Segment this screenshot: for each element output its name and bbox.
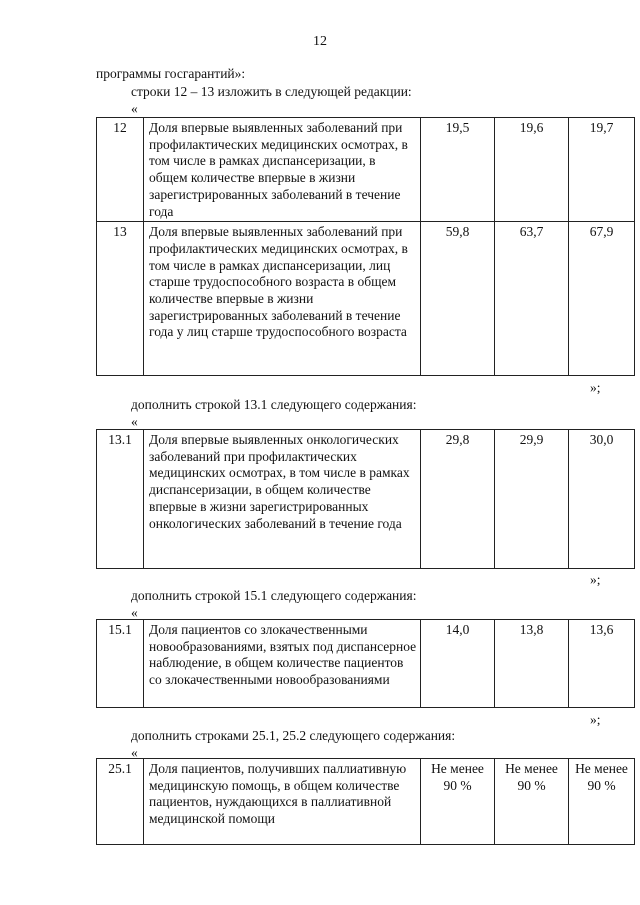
row-value-2: 19,6 (495, 118, 569, 222)
open-quote-1: « (131, 101, 138, 116)
table-row-13-1 (96, 429, 635, 569)
row-value-1: 14,0 (421, 620, 495, 708)
row-value-3: 67,9 (569, 222, 635, 376)
row-description: Доля впервые выявленных заболеваний при профилактических медицинских осмотрах, в том числе в рамках диспансеризации, лиц старше трудоспособного возраста в общем количестве впервые в жизни зарегистрированных заболеваний в течение года у лиц старше трудоспособного возраста (144, 222, 421, 376)
section-heading-15-1: дополнить строкой 15.1 следующего содержания: (131, 588, 417, 603)
row-number: 12 (97, 118, 144, 222)
row-value-2: 29,9 (495, 430, 569, 569)
row-value-3: 30,0 (569, 430, 635, 569)
table-row-25-1 (96, 758, 635, 845)
row-value-2: 13,8 (495, 620, 569, 708)
intro-line-2: строки 12 – 13 изложить в следующей редакции: (131, 84, 412, 99)
close-quote-1: »; (590, 380, 601, 395)
table-row (97, 118, 635, 222)
row-number: 13.1 (97, 430, 144, 569)
section-heading-25: дополнить строками 25.1, 25.2 следующего содержания: (131, 728, 456, 743)
row-number: 13 (97, 222, 144, 376)
table-row (97, 222, 635, 376)
row-value-1: 19,5 (421, 118, 495, 222)
table-row (97, 759, 635, 845)
open-quote-4: « (131, 745, 138, 760)
table-row (97, 620, 635, 708)
row-description: Доля впервые выявленных онкологических заболеваний при профилактических медицинских осмотрах, в том числе в рамках диспансеризации, в общем количестве впервые в жизни зарегистрированных онкологических заболеваний в течение года (144, 430, 421, 569)
page-number: 12 (313, 34, 327, 49)
row-value-1: Не менее 90 % (421, 759, 495, 845)
open-quote-2: « (131, 414, 138, 429)
row-value-3: 13,6 (569, 620, 635, 708)
row-value-3: Не менее 90 % (569, 759, 635, 845)
row-description: Доля пациентов со злокачественными новообразованиями, взятых под диспансерное наблюдение, в общем количестве пациентов со злокачественными новообразованиями (144, 620, 421, 708)
row-number: 15.1 (97, 620, 144, 708)
close-quote-2: »; (590, 572, 601, 587)
table-row (97, 430, 635, 569)
section-heading-13-1: дополнить строкой 13.1 следующего содержания: (131, 397, 417, 412)
row-number: 25.1 (97, 759, 144, 845)
table-row-15-1 (96, 619, 635, 708)
table-rows-12-13 (96, 117, 635, 376)
intro-line-1: программы госгарантий»: (96, 66, 246, 81)
row-value-3: 19,7 (569, 118, 635, 222)
row-value-1: 59,8 (421, 222, 495, 376)
row-value-1: 29,8 (421, 430, 495, 569)
row-description: Доля впервые выявленных заболеваний при профилактических медицинских осмотрах, в том числе в рамках диспансеризации, в общем количестве впервые в жизни зарегистрированных заболеваний в течение года (144, 118, 421, 222)
row-value-2: Не менее 90 % (495, 759, 569, 845)
open-quote-3: « (131, 605, 138, 620)
row-description: Доля пациентов, получивших паллиативную медицинскую помощь, в общем количестве пациентов, нуждающихся в паллиативной медицинской помощи (144, 759, 421, 845)
row-value-2: 63,7 (495, 222, 569, 376)
close-quote-3: »; (590, 712, 601, 727)
